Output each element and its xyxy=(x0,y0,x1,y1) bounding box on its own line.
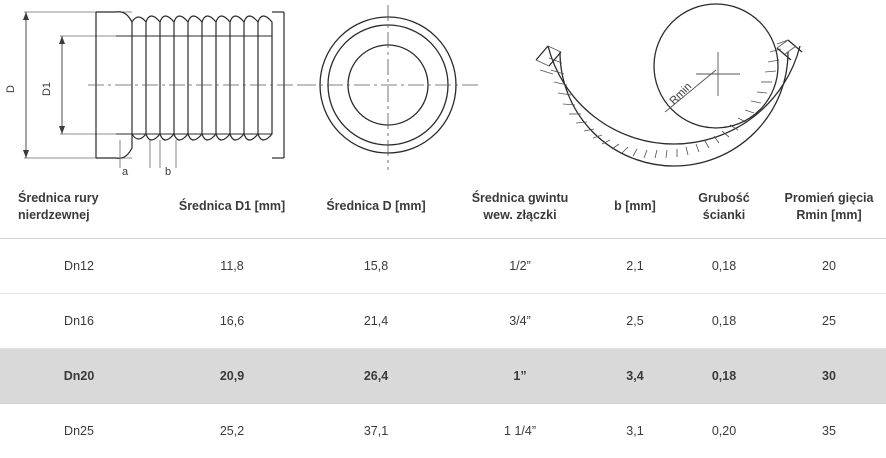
specification-table xyxy=(0,178,886,458)
cell-d1: 25,2 xyxy=(219,423,245,438)
cell-wall-thickness: 0,20 xyxy=(711,423,737,438)
cell-d1: 16,6 xyxy=(158,293,306,348)
column-header-wall-thickness xyxy=(676,178,772,238)
cell-bend-radius: 35 xyxy=(822,423,836,438)
bend-radius-diagram xyxy=(536,4,802,166)
label-b: b xyxy=(164,166,172,178)
header-line-2: Rmin [mm] xyxy=(796,207,862,222)
cell-b: 2,5 xyxy=(594,293,676,348)
cell-d: 15,8 xyxy=(306,238,446,293)
table-body xyxy=(0,238,886,458)
cell-thread-diameter: 1 1/4” xyxy=(504,423,536,438)
column-header-bend-radius xyxy=(772,178,886,238)
corrugated-pipe-side-view xyxy=(23,12,300,168)
table-row xyxy=(0,293,886,348)
cell-b: 2,1 xyxy=(594,238,676,293)
cell-bend-radius: 25 xyxy=(772,293,886,348)
cell-d: 37,1 xyxy=(363,423,389,438)
label-rmin: Rmin xyxy=(667,80,695,108)
header-line-1: Średnica gwintu xyxy=(471,191,569,205)
table-row xyxy=(0,238,886,293)
label-a: a xyxy=(121,166,129,178)
cell-thread-diameter: 1” xyxy=(446,348,594,403)
cell-d: 21,4 xyxy=(306,293,446,348)
header-line-2: ścianki xyxy=(702,207,746,222)
pipe-diagram-strip xyxy=(0,0,886,178)
cell-pipe-diameter: Dn25 xyxy=(64,423,94,438)
cell-wall-thickness: 0,18 xyxy=(676,348,772,403)
cell-thread-diameter: 3/4” xyxy=(446,293,594,348)
technical-drawing xyxy=(0,0,886,178)
header-line-1: b [mm] xyxy=(614,199,656,214)
header-line-1: Średnica rury xyxy=(18,191,99,205)
cell-pipe-diameter: Dn16 xyxy=(0,293,158,348)
cell-d1: 11,8 xyxy=(158,238,306,293)
header-line-1: Grubość xyxy=(698,191,750,205)
header-line-1: Promień gięcia xyxy=(784,191,874,205)
cell-bend-radius: 20 xyxy=(772,238,886,293)
header-line-2: nierdzewnej xyxy=(18,207,90,222)
cell-b: 3,1 xyxy=(626,423,644,438)
table-header xyxy=(0,178,886,238)
label-d: D xyxy=(5,85,17,93)
column-header-d xyxy=(306,178,446,238)
cell-pipe-diameter: Dn12 xyxy=(0,238,158,293)
cell-d1: 20,9 xyxy=(158,348,306,403)
cell-thread-diameter: 1/2” xyxy=(446,238,594,293)
label-d1: D1 xyxy=(41,81,53,97)
cell-wall-thickness: 0,18 xyxy=(676,293,772,348)
cell-pipe-diameter: Dn20 xyxy=(0,348,158,403)
cell-wall-thickness: 0,18 xyxy=(676,238,772,293)
cell-b: 3,4 xyxy=(594,348,676,403)
cell-bend-radius: 30 xyxy=(772,348,886,403)
column-header-thread-diameter xyxy=(446,178,594,238)
header-line-1: Średnica D1 [mm] xyxy=(178,199,286,214)
column-header-pipe-diameter xyxy=(0,178,158,238)
header-row xyxy=(0,178,886,238)
column-header-d1 xyxy=(158,178,306,238)
cell-d: 26,4 xyxy=(306,348,446,403)
header-line-1: Średnica D [mm] xyxy=(326,199,426,214)
column-header-b xyxy=(594,178,676,238)
header-line-2: wew. złączki xyxy=(483,207,557,222)
table-row-highlighted xyxy=(0,348,886,403)
